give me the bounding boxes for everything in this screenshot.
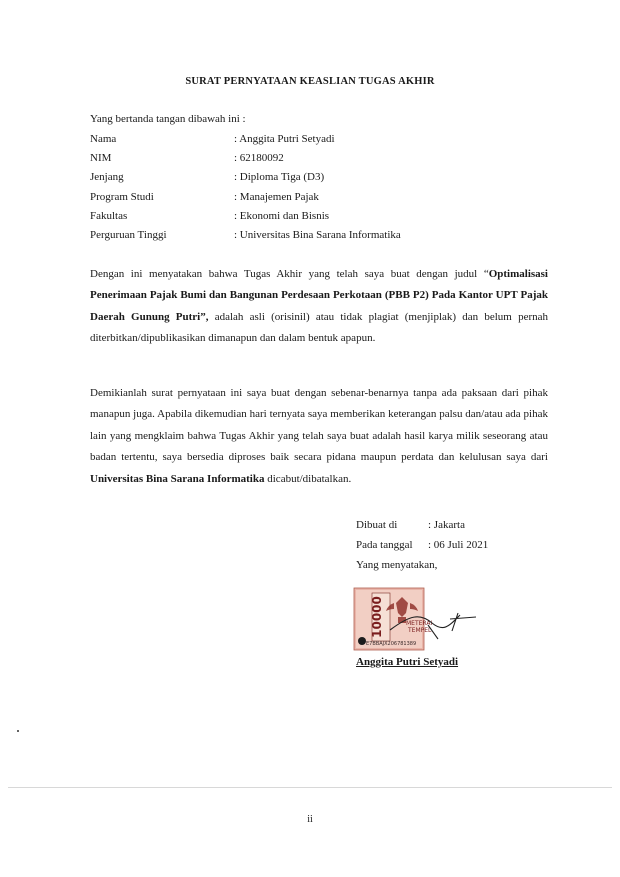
paragraph-text: Dengan ini menyatakan bahwa Tugas Akhir yang telah saya buat dengan judul “	[90, 268, 489, 280]
declarant-label: Yang menyatakan,	[356, 559, 438, 571]
field-value: : 62180092	[234, 152, 284, 165]
page-number: ii	[307, 814, 313, 825]
paragraph-text: dicabut/dibatalkan.	[264, 472, 352, 485]
field-value: : Universitas Bina Sarana Informatika	[234, 228, 401, 241]
field-value: : Anggita Putri Setyadi	[234, 133, 335, 145]
field-label: Fakultas	[90, 209, 128, 222]
stamp-blot	[358, 637, 366, 645]
stamp-label: METERAI	[406, 620, 433, 627]
footer-divider	[8, 787, 612, 788]
field-label: Nama	[90, 133, 117, 145]
statement-paragraph	[90, 264, 548, 350]
field-label: Jenjang	[90, 171, 124, 184]
field-label: Perguruan Tinggi	[90, 228, 167, 241]
field-value: : Diploma Tiga (D3)	[234, 171, 325, 184]
field-value: : Manajemen Pajak	[234, 190, 319, 203]
university-name: Universitas Bina Sarana Informatika	[90, 472, 265, 485]
revenue-stamp-with-signature	[350, 585, 480, 655]
declaration-paragraph	[90, 383, 548, 490]
document-title: SURAT PERNYATAAN KEASLIAN TUGAS AKHIR	[185, 76, 435, 87]
paragraph-text: adalah asli (orisinil) atau tidak plagiat (menjiplak) dan belum pernah diterbitkan/dipublikasikan dimanapun dan dalam bentuk apapun.	[90, 310, 549, 345]
stamp-serial: E7BBAJX206781389	[366, 641, 417, 647]
field-label: Program Studi	[90, 190, 154, 203]
place-value: : Jakarta	[428, 519, 465, 531]
paragraph-text: Demikianlah surat pernyataan ini saya buat dengan sebenar-benarnya tanpa ada paksaan dari pihak manapun juga. Apabila dikemudian hari ternyata saya memberikan keterangan palsu dan/atau ada pihak lain yang mengklaim bahwa Tugas Akhir yang telah saya buat adalah hasil karya milik seseorang atau badan tertentu, saya bersedia diproses baik secara pidana maupun perdata dan kelulusan saya dari	[90, 387, 548, 464]
date-value: : 06 Juli 2021	[428, 539, 489, 551]
scan-speck	[17, 730, 19, 732]
stamp-label-2: TEMPEL	[408, 627, 432, 634]
intro-text: Yang bertanda tangan dibawah ini :	[90, 113, 246, 125]
field-value: : Ekonomi dan Bisnis	[234, 209, 330, 222]
place-label: Dibuat di	[356, 519, 398, 531]
thesis-title: Optimalisasi Penerimaan Pajak Bumi dan Bangunan Perdesaan Perkotaan (PBB P2) Pada Kantor UPT Pajak Daerah Gunung Putri”,	[90, 268, 548, 323]
stamp-denomination: 10000	[370, 596, 384, 638]
field-label: NIM	[90, 152, 112, 165]
signer-name: Anggita Putri Setyadi	[356, 656, 459, 668]
date-label: Pada tanggal	[356, 539, 413, 551]
